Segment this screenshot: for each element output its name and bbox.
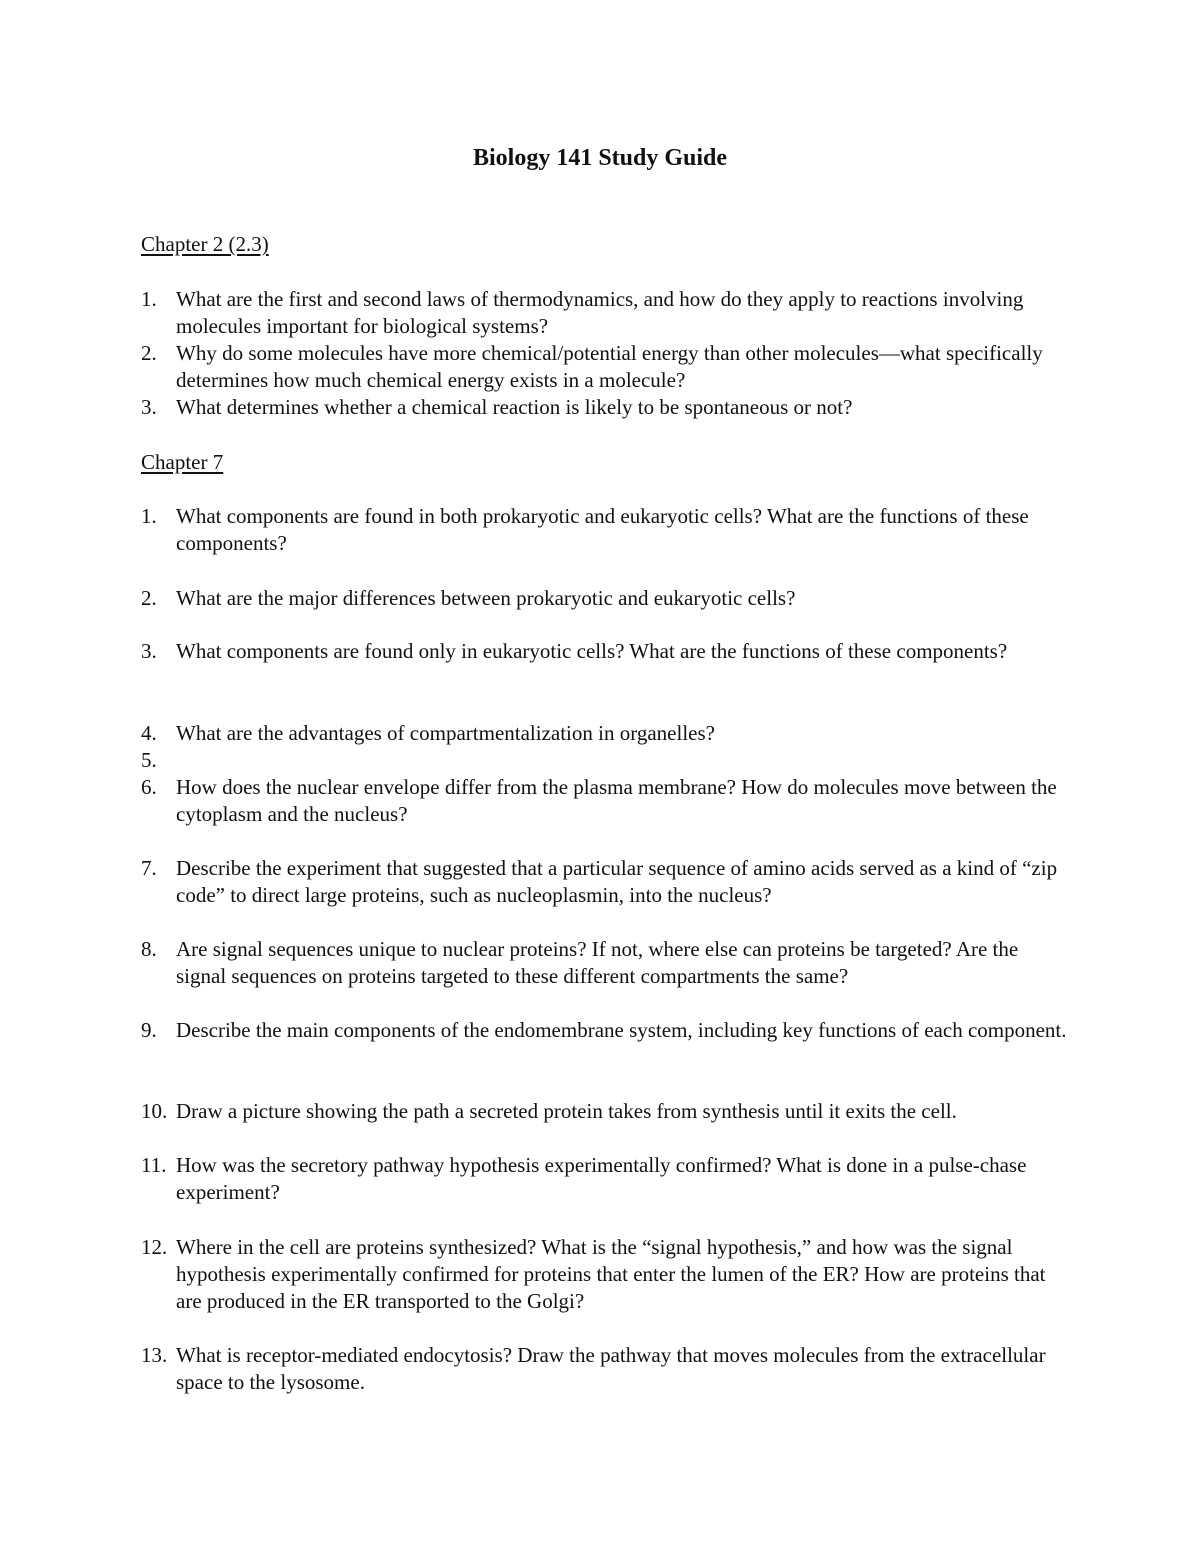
question-number: 5. (141, 748, 157, 772)
question-text: What determines whether a chemical reaction is likely to be spontaneous or not? (176, 395, 853, 419)
question-item (141, 585, 1071, 612)
question-text: Describe the main components of the endomembrane system, including key functions of each component. (176, 1018, 1067, 1042)
question-number: 12. (141, 1235, 168, 1259)
question-text: What are the major differences between prokaryotic and eukaryotic cells? (176, 586, 796, 610)
question-number: 3. (141, 395, 157, 419)
question-text: What is receptor-mediated endocytosis? Draw the pathway that moves molecules from the extracellular space to the lysosome. (176, 1343, 1046, 1394)
question-number: 10. (141, 1099, 168, 1123)
question-item (141, 774, 1071, 828)
question-number: 9. (141, 1018, 157, 1042)
question-text: Draw a picture showing the path a secreted protein takes from synthesis until it exits the cell. (176, 1099, 957, 1123)
question-number: 13. (141, 1343, 168, 1367)
question-text: What are the advantages of compartmentalization in organelles? (176, 721, 715, 745)
question-text: What components are found only in eukaryotic cells? What are the functions of these components? (176, 639, 1008, 663)
page-title: Biology 141 Study Guide (472, 145, 728, 171)
question-text: How does the nuclear envelope differ from the plasma membrane? How do molecules move between the cytoplasm and the nucleus? (176, 775, 1057, 826)
question-text: What are the first and second laws of thermodynamics, and how do they apply to reactions involving molecules important for biological systems? (176, 287, 1024, 338)
question-item (141, 1342, 1071, 1396)
question-number: 1. (141, 504, 157, 528)
question-item (141, 286, 1071, 340)
section-heading-chapter-2: Chapter 2 (2.3) (141, 232, 269, 256)
question-item (141, 720, 1071, 747)
question-text: Are signal sequences unique to nuclear proteins? If not, where else can proteins be targeted? Are the signal sequences on proteins targeted to these different compartments the same? (176, 937, 1019, 988)
question-number: 1. (141, 287, 157, 311)
question-item (141, 340, 1071, 394)
question-text: What components are found in both prokaryotic and eukaryotic cells? What are the functions of these components? (176, 504, 1029, 555)
question-number: 7. (141, 856, 157, 880)
question-number: 8. (141, 937, 157, 961)
question-number: 11. (141, 1153, 167, 1177)
section-heading-chapter-7: Chapter 7 (141, 450, 224, 474)
question-text: Describe the experiment that suggested that a particular sequence of amino acids served as a kind of “zip code” to direct large proteins, such as nucleoplasmin, into the nucleus? (176, 856, 1058, 907)
question-number: 3. (141, 639, 157, 663)
question-item (141, 1152, 1071, 1206)
question-number: 2. (141, 341, 157, 365)
question-item (141, 1017, 1071, 1044)
question-text: How was the secretory pathway hypothesis experimentally confirmed? What is done in a pulse-chase experiment? (176, 1153, 1027, 1204)
question-number: 6. (141, 775, 157, 799)
question-item (141, 855, 1071, 909)
question-item (141, 1234, 1071, 1315)
question-text: Why do some molecules have more chemical/potential energy than other molecules—what specifically determines how much chemical energy exists in a molecule? (176, 341, 1043, 392)
question-item (141, 936, 1071, 990)
question-number: 4. (141, 721, 157, 745)
question-item (141, 503, 1071, 557)
question-number: 2. (141, 586, 157, 610)
question-item (141, 1098, 1071, 1125)
question-text: Where in the cell are proteins synthesized? What is the “signal hypothesis,” and how was the signal hypothesis experimentally confirmed for proteins that enter the lumen of the ER? How are proteins that are produced in the ER transported to the Golgi? (176, 1235, 1046, 1313)
question-item (141, 638, 1071, 665)
question-item (141, 394, 1071, 421)
